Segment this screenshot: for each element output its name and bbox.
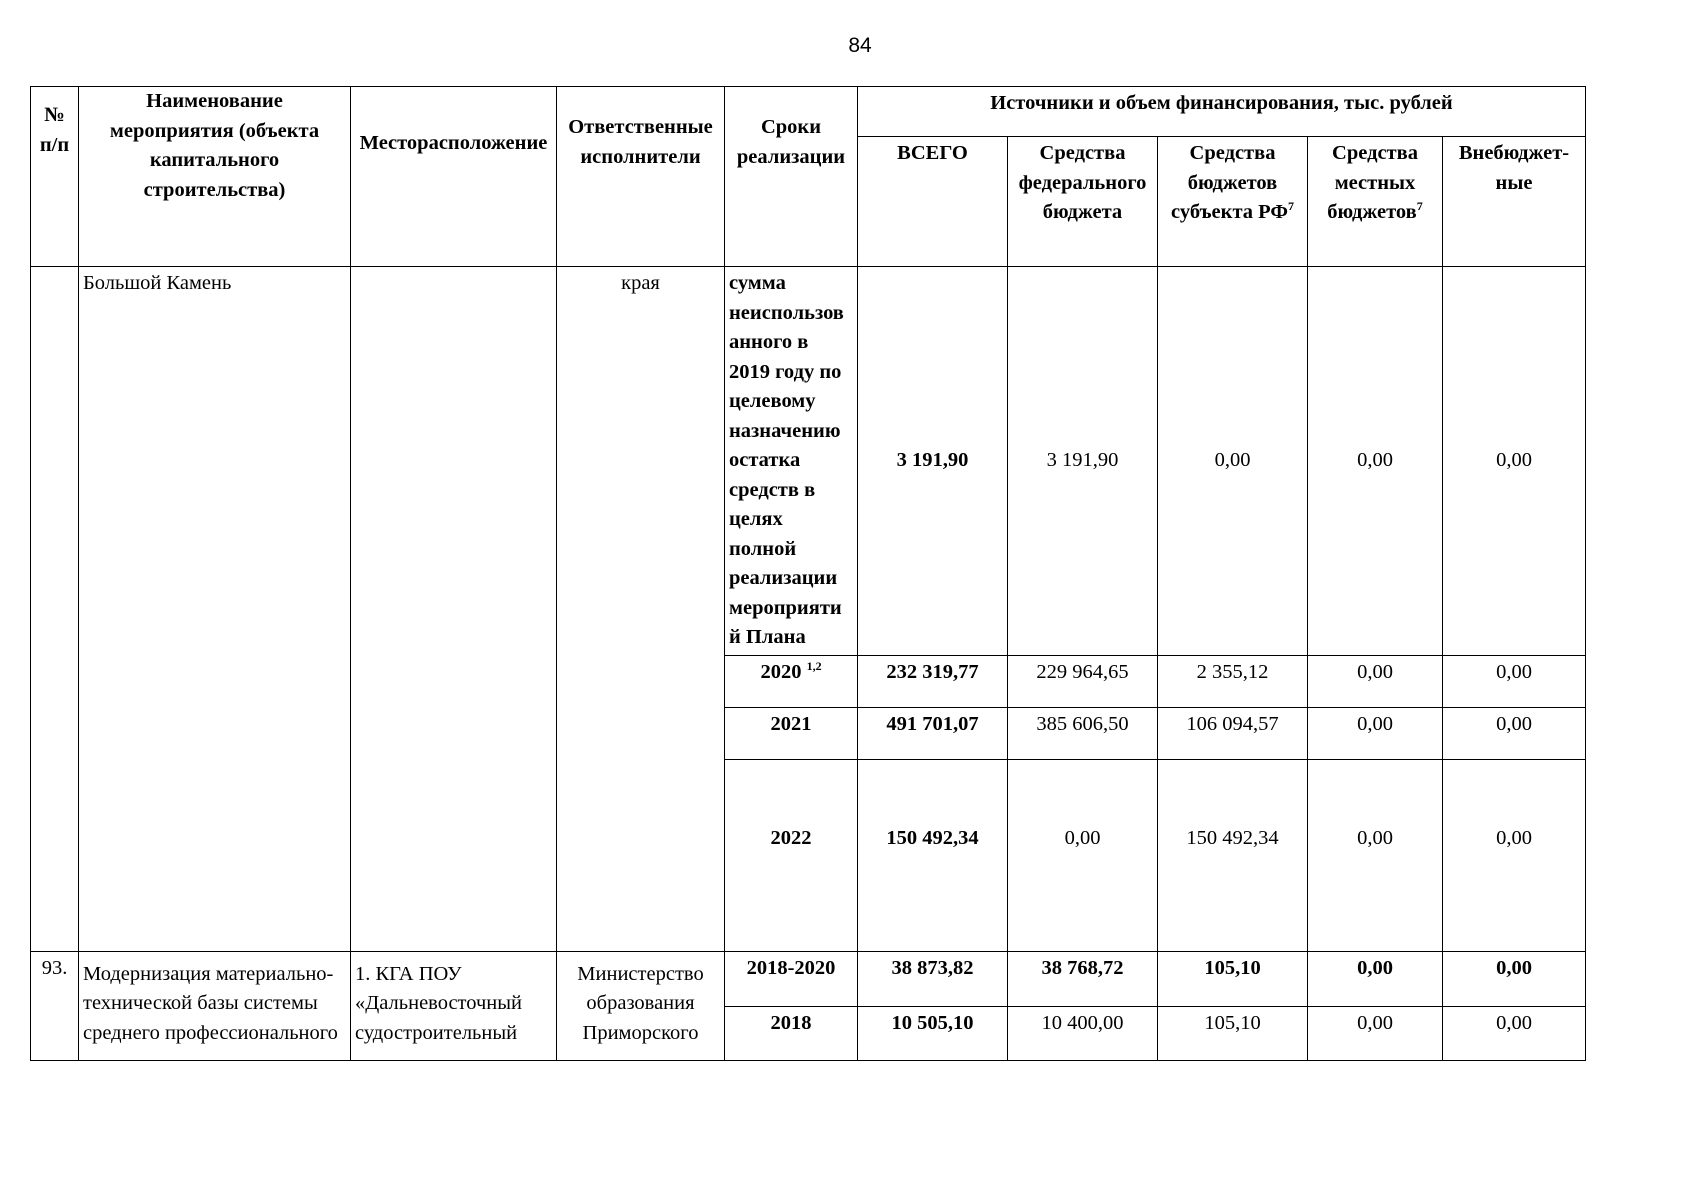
cell-extra: 0,00 [1443, 951, 1586, 1006]
financing-table [30, 86, 1586, 1061]
cell-total: 3 191,90 [858, 267, 1008, 656]
cell-federal: 0,00 [1008, 759, 1158, 951]
header-regional: Средства бюджетов субъекта $РФ^7$ [1158, 137, 1308, 267]
cell-extra: 0,00 [1443, 1006, 1586, 1060]
header-sources: Источники и объем финансирования, тыс. рублей [858, 87, 1586, 137]
cell-location [351, 267, 557, 952]
cell-local: 0,00 [1308, 759, 1443, 951]
header-executors: Ответственные исполнители [557, 87, 725, 267]
header-location: Месторасположение [351, 87, 557, 267]
header-extra: Внебюджет-ные [1443, 137, 1586, 267]
header-num: № п/п [31, 87, 79, 267]
cell-regional: 105,10 [1158, 951, 1308, 1006]
cell-total: 150 492,34 [858, 759, 1008, 951]
cell-executors: Министерство образования Приморского [557, 951, 725, 1060]
cell-local: 0,00 [1308, 1006, 1443, 1060]
cell-total: 10 505,10 [858, 1006, 1008, 1060]
cell-num: 93. [31, 951, 79, 1060]
cell-extra: 0,00 [1443, 759, 1586, 951]
cell-period: 2018 [725, 1006, 858, 1060]
cell-name: Большой Камень [79, 267, 351, 952]
cell-federal: 385 606,50 [1008, 707, 1158, 759]
cell-period: 2021 [725, 707, 858, 759]
cell-regional: 106 094,57 [1158, 707, 1308, 759]
cell-location: 1. КГА ПОУ «Дальневосточный судостроительный [351, 951, 557, 1060]
cell-period: 2018-2020 [725, 951, 858, 1006]
cell-executors: края [557, 267, 725, 952]
header-period: Сроки реализации [725, 87, 858, 267]
cell-num [31, 267, 79, 952]
header-local: Средства местных бюджетов$^7$ [1308, 137, 1443, 267]
cell-federal: 229 964,65 [1008, 655, 1158, 707]
cell-extra: 0,00 [1443, 655, 1586, 707]
header-name: Наименование мероприятия (объекта капитального строительства) [79, 87, 351, 267]
cell-total: 38 873,82 [858, 951, 1008, 1006]
cell-period: сумма неиспользов анного в 2019 году по целевому назначению остатка средств в целях полной реализации мероприяти й Плана [725, 267, 858, 656]
cell-extra: 0,00 [1443, 707, 1586, 759]
table-row [31, 267, 1586, 656]
cell-regional: 105,10 [1158, 1006, 1308, 1060]
cell-regional: 150 492,34 [1158, 759, 1308, 951]
header-federal: Средства федерального бюджета [1008, 137, 1158, 267]
cell-local: 0,00 [1308, 267, 1443, 656]
cell-local: 0,00 [1308, 707, 1443, 759]
cell-regional: 2 355,12 [1158, 655, 1308, 707]
header-total: ВСЕГО [858, 137, 1008, 267]
cell-total: 491 701,07 [858, 707, 1008, 759]
cell-federal: 10 400,00 [1008, 1006, 1158, 1060]
cell-federal: 38 768,72 [1008, 951, 1158, 1006]
cell-period: 2022 [725, 759, 858, 951]
cell-name: Модернизация материально-технической базы системы среднего профессионального [79, 951, 351, 1060]
page-number: 84 [848, 34, 872, 57]
cell-period: 2020 $^{1,2}$ [725, 655, 858, 707]
cell-local: 0,00 [1308, 655, 1443, 707]
table-row [31, 951, 1586, 1006]
cell-regional: 0,00 [1158, 267, 1308, 656]
cell-extra: 0,00 [1443, 267, 1586, 656]
cell-local: 0,00 [1308, 951, 1443, 1006]
cell-total: 232 319,77 [858, 655, 1008, 707]
cell-federal: 3 191,90 [1008, 267, 1158, 656]
